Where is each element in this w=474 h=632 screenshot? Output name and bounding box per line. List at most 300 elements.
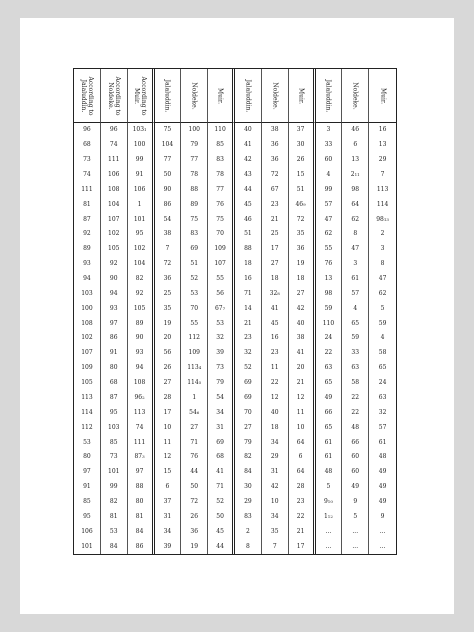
table-cell: 14 xyxy=(235,301,262,316)
column-header xyxy=(289,69,316,123)
table-cell: 8 xyxy=(380,260,385,268)
table-cell: 84 xyxy=(101,539,128,554)
table-cell: 45 xyxy=(235,197,262,212)
table-cell: 65 xyxy=(316,376,343,391)
table-cell: 39 xyxy=(155,539,182,554)
table-cell: 36 xyxy=(262,138,289,153)
table-cell: 106 xyxy=(101,168,128,183)
table-cell: 48 xyxy=(342,420,369,435)
table-cell: 62 xyxy=(342,212,369,227)
table-cell: 28 xyxy=(289,480,316,495)
table-cell: 73 xyxy=(101,450,128,465)
table-cell: 49 xyxy=(342,480,369,495)
table-cell: 55 xyxy=(181,316,208,331)
table-cell: 18 xyxy=(262,272,289,287)
table-cell: 106 xyxy=(128,182,155,197)
table-cell: 49 xyxy=(316,391,343,406)
table-cell: 79 xyxy=(235,435,262,450)
table-cell: 51 xyxy=(235,227,262,242)
table-cell: 79 xyxy=(181,138,208,153)
table-cell: 60 xyxy=(342,465,369,480)
table-cell: 64 xyxy=(289,435,316,450)
table-cell: 9 10 xyxy=(316,495,343,510)
column-header xyxy=(262,69,289,123)
table-cell: 95 xyxy=(128,227,155,242)
table-cell: 27 xyxy=(181,420,208,435)
table-cell: 77 xyxy=(208,182,235,197)
table-cell: 65 xyxy=(378,364,387,372)
table-cell: 37 xyxy=(289,123,316,138)
table-cell: 75 xyxy=(208,212,235,227)
table-cell: 70 xyxy=(235,405,262,420)
table-cell: 18 xyxy=(262,420,289,435)
table-cell: 55 xyxy=(316,242,343,257)
table-cell: 2 11 xyxy=(342,168,369,183)
table-cell: 12 xyxy=(155,450,182,465)
table-cell: 113 xyxy=(74,391,101,406)
table-cell: 21 xyxy=(289,524,316,539)
table-cell: 98 xyxy=(342,182,369,197)
table-cell: 48 xyxy=(378,453,387,461)
table-cell: 67 xyxy=(262,182,289,197)
column-header xyxy=(342,69,369,123)
table-cell: 74 xyxy=(74,168,101,183)
table-cell: 48 xyxy=(316,465,343,480)
table-cell: 38 xyxy=(262,123,289,138)
table-cell: 97 xyxy=(74,465,101,480)
table-cell: 111 xyxy=(74,182,101,197)
table-cell: 73 xyxy=(74,153,101,168)
table-cell: 94 xyxy=(74,272,101,287)
column-header-label: According to Noldeke. xyxy=(106,76,121,115)
table-cell: 80 xyxy=(74,450,101,465)
table-cell: 58 xyxy=(378,349,387,357)
table-cell: 16 xyxy=(378,126,387,134)
table-cell: 72 xyxy=(262,168,289,183)
table-cell: 35 xyxy=(262,524,289,539)
table-cell: 41 xyxy=(262,301,289,316)
table-cell: 84 xyxy=(235,465,262,480)
table-cell: 9 xyxy=(380,512,385,520)
table-cell: 71 xyxy=(181,435,208,450)
table-cell: 112 xyxy=(74,420,101,435)
table-cell: 17 xyxy=(289,539,316,554)
table-cell: 33 xyxy=(342,346,369,361)
table-cell: 30 xyxy=(235,480,262,495)
table-cell: 113 xyxy=(376,185,389,193)
table-cell: 61 xyxy=(316,450,343,465)
table-cell: 45 xyxy=(208,524,235,539)
table-cell: 106 xyxy=(74,524,101,539)
table-cell: 90 xyxy=(101,272,128,287)
table-cell: 110 xyxy=(208,123,235,138)
table-cell: 26 xyxy=(181,509,208,524)
column-header-label: Jalaluddin. xyxy=(244,79,252,112)
table-cell: 4 xyxy=(316,168,343,183)
table-cell: 54 xyxy=(155,212,182,227)
table-cell: 50 xyxy=(155,168,182,183)
table-cell: 49 xyxy=(378,483,387,491)
table-cell: 22 xyxy=(342,391,369,406)
table-cell: 42 xyxy=(235,153,262,168)
table-cell: 46 9 xyxy=(289,197,316,212)
table-cell: 70 xyxy=(208,227,235,242)
table-cell: 87 xyxy=(101,391,128,406)
table-cell: 68 xyxy=(101,376,128,391)
table-cell: 72 xyxy=(155,257,182,272)
table-cell: 61 xyxy=(342,272,369,287)
table-cell: 31 xyxy=(262,465,289,480)
table-cell: 60 xyxy=(342,450,369,465)
table-cell: 102 xyxy=(128,242,155,257)
column-header xyxy=(235,69,262,123)
table-cell: 100 xyxy=(128,138,155,153)
table-cell: 96 xyxy=(101,123,128,138)
table-cell: 85 xyxy=(101,435,128,450)
table-cell: 47 xyxy=(342,242,369,257)
table-cell: 35 xyxy=(155,301,182,316)
table-cell: 3 xyxy=(342,257,369,272)
table-cell: 73 xyxy=(208,361,235,376)
table-cell: 101 xyxy=(128,212,155,227)
table-cell: 7 xyxy=(155,242,182,257)
table-cell: 109 xyxy=(74,361,101,376)
table-cell: 30 xyxy=(289,138,316,153)
table-cell: 34 xyxy=(155,524,182,539)
table-cell: 56 xyxy=(208,286,235,301)
table-cell: 10 xyxy=(262,495,289,510)
table-cell: 61 xyxy=(316,435,343,450)
table-cell: 99 xyxy=(316,182,343,197)
table-cell: 65 xyxy=(342,316,369,331)
table-cell: 95 xyxy=(74,509,101,524)
table-cell: 80 xyxy=(128,495,155,510)
table-cell: 97 xyxy=(128,465,155,480)
column-header-label: According to Jalaluddin. xyxy=(79,76,94,115)
table-cell: 89 xyxy=(128,316,155,331)
table-cell: 108 xyxy=(128,376,155,391)
table-cell: 105 xyxy=(101,242,128,257)
table-cell: 42 xyxy=(262,480,289,495)
table-cell: 63 xyxy=(342,361,369,376)
table-cell: 89 xyxy=(74,242,101,257)
table-cell: 107 xyxy=(74,346,101,361)
table-cell: 19 xyxy=(181,539,208,554)
table-cell: 63 xyxy=(378,393,387,401)
table-cell: 91 xyxy=(101,346,128,361)
column-header xyxy=(101,69,128,123)
table-cell: 23 xyxy=(262,346,289,361)
table-cell: 87 xyxy=(74,212,101,227)
table-cell: 8 xyxy=(342,227,369,242)
table-cell: 23 xyxy=(235,331,262,346)
table-cell: 99 xyxy=(101,480,128,495)
table-cell: 104 xyxy=(155,138,182,153)
table-cell: 12 xyxy=(289,391,316,406)
table-cell: 31 xyxy=(155,509,182,524)
table-cell: 32 8 xyxy=(262,286,289,301)
table-cell: 24 xyxy=(316,331,343,346)
table-cell: 86 xyxy=(101,331,128,346)
table-cell: 72 xyxy=(181,495,208,510)
table-cell: 64 xyxy=(342,197,369,212)
table-cell: 52 xyxy=(181,272,208,287)
table-cell: 81 xyxy=(128,509,155,524)
table-cell: 91 xyxy=(74,480,101,495)
table-cell: 77 xyxy=(181,153,208,168)
table-cell: 69 xyxy=(235,391,262,406)
table-cell: 5 xyxy=(380,304,385,312)
table-cell: 25 xyxy=(155,286,182,301)
table-cell: 29 xyxy=(235,495,262,510)
table-cell: 114 xyxy=(74,405,101,420)
table-cell: 41 xyxy=(235,138,262,153)
table-cell: 79 xyxy=(208,376,235,391)
table-cell: 4 xyxy=(380,334,385,342)
table-cell: 3 xyxy=(380,245,385,253)
table-cell: 6 xyxy=(155,480,182,495)
table-cell: 62 xyxy=(378,289,387,297)
table-cell: 20 xyxy=(289,361,316,376)
table-cell: 13 xyxy=(342,153,369,168)
table-cell: 76 xyxy=(208,197,235,212)
table-cell: 44 xyxy=(181,465,208,480)
table-cell: 19 xyxy=(289,257,316,272)
table-cell: 81 xyxy=(74,197,101,212)
table-cell: 35 xyxy=(289,227,316,242)
table-cell: 54 6 xyxy=(181,405,208,420)
table-cell: 36 xyxy=(155,272,182,287)
column-header xyxy=(316,69,343,123)
table-cell: 69 xyxy=(235,376,262,391)
table-cell: 40 xyxy=(262,405,289,420)
book-page xyxy=(20,18,454,614)
table-cell: 65 xyxy=(316,420,343,435)
table-cell: 47 xyxy=(378,275,387,283)
column-header-label: According to Muir. xyxy=(132,76,147,115)
table-cell: 34 xyxy=(262,435,289,450)
table-cell: 67 7 xyxy=(208,301,235,316)
table-cell: 103 xyxy=(74,286,101,301)
table-cell: 104 xyxy=(101,197,128,212)
table-cell: 69 xyxy=(208,435,235,450)
table-cell: 26 xyxy=(289,153,316,168)
table-cell: 83 xyxy=(235,509,262,524)
column-header xyxy=(155,69,182,123)
table-cell: 4 xyxy=(342,301,369,316)
table-cell: 11 xyxy=(289,405,316,420)
table-cell: 53 xyxy=(101,524,128,539)
table-cell: 13 xyxy=(316,272,343,287)
table-cell: 66 xyxy=(342,435,369,450)
table-cell: 84 xyxy=(128,524,155,539)
table-cell: 53 xyxy=(181,286,208,301)
table-cell: 2 xyxy=(235,524,262,539)
table-cell: 29 xyxy=(262,450,289,465)
table-cell: 97 xyxy=(101,316,128,331)
table-cell: 92 xyxy=(101,257,128,272)
table-cell: 29 xyxy=(378,156,387,164)
table-cell: 109 xyxy=(208,242,235,257)
column-header-label: Noldeke. xyxy=(351,81,359,110)
table-cell: 105 xyxy=(74,376,101,391)
table-cell: 64 xyxy=(289,465,316,480)
table-cell: 66 xyxy=(316,405,343,420)
table-cell: 21 xyxy=(289,376,316,391)
table-cell: 105 xyxy=(128,301,155,316)
table-cell: 27 xyxy=(235,420,262,435)
table-cell: 94 xyxy=(101,286,128,301)
table-cell: ... xyxy=(342,524,369,539)
table-cell: 25 xyxy=(262,227,289,242)
table-cell: 57 xyxy=(378,423,387,431)
table-cell: 52 xyxy=(208,495,235,510)
table-cell: 78 xyxy=(181,168,208,183)
table-cell: 93 xyxy=(128,346,155,361)
table-cell: 112 xyxy=(181,331,208,346)
table-cell: 95 xyxy=(101,405,128,420)
table-cell: ... xyxy=(316,539,343,554)
table-cell: 51 xyxy=(289,182,316,197)
table-cell: 58 xyxy=(342,376,369,391)
table-cell: 62 xyxy=(316,227,343,242)
table-cell: 82 xyxy=(128,272,155,287)
table-cell: 39 xyxy=(208,346,235,361)
table-cell: 27 xyxy=(262,257,289,272)
table-cell: 27 xyxy=(289,286,316,301)
table-cell: 3 xyxy=(316,123,343,138)
table-cell: 57 xyxy=(316,197,343,212)
table-cell: 50 xyxy=(208,509,235,524)
table-cell: 71 xyxy=(208,480,235,495)
table-cell: 18 xyxy=(235,257,262,272)
table-cell: ... xyxy=(316,524,343,539)
table-cell: 5 xyxy=(316,480,343,495)
table-cell: 83 xyxy=(181,227,208,242)
table-cell: 38 xyxy=(155,227,182,242)
table-cell: 59 xyxy=(378,319,387,327)
table-cell: 28 xyxy=(155,391,182,406)
table-cell: 18 xyxy=(289,272,316,287)
table-cell: 86 xyxy=(155,197,182,212)
table-cell: 37 xyxy=(155,495,182,510)
table-cell: 77 xyxy=(155,153,182,168)
table-cell: 44 xyxy=(235,182,262,197)
table-cell: 22 xyxy=(262,376,289,391)
table-cell: 59 xyxy=(316,301,343,316)
surah-order-table xyxy=(73,68,397,555)
table-cell: 22 xyxy=(316,346,343,361)
table-cell: 21 xyxy=(262,212,289,227)
table-cell: 74 xyxy=(101,138,128,153)
table-cell: 96 2 xyxy=(128,391,155,406)
table-cell: 113 xyxy=(128,405,155,420)
table-cell: 89 xyxy=(181,197,208,212)
table-cell: 40 xyxy=(289,316,316,331)
table-cell: 107 xyxy=(208,257,235,272)
table-cell: 9 xyxy=(342,495,369,510)
table-cell: 22 xyxy=(342,405,369,420)
table-cell: 61 xyxy=(378,438,387,446)
table-cell: 6 xyxy=(289,450,316,465)
table-cell: 104 xyxy=(128,257,155,272)
table-cell: 108 xyxy=(101,182,128,197)
table-cell: 55 xyxy=(208,272,235,287)
table-cell: 54 xyxy=(208,391,235,406)
table-cell: 88 xyxy=(235,242,262,257)
table-cell: 96 xyxy=(74,123,101,138)
table-cell: 71 xyxy=(235,286,262,301)
table-cell: 68 xyxy=(74,138,101,153)
table-cell: 70 xyxy=(181,301,208,316)
table-cell: 11 xyxy=(262,361,289,376)
table-cell: 44 xyxy=(208,539,235,554)
table-cell: 10 xyxy=(289,420,316,435)
table-cell: 41 xyxy=(289,346,316,361)
column-header xyxy=(369,69,396,123)
column-header-label: Muir. xyxy=(216,87,224,104)
table-cell: 15 xyxy=(289,168,316,183)
table-cell: 34 xyxy=(262,509,289,524)
table-cell: 46 xyxy=(342,123,369,138)
table-cell: 69 xyxy=(181,242,208,257)
table-cell: 1 xyxy=(181,391,208,406)
table-cell: 38 xyxy=(289,331,316,346)
column-header-label: Muir. xyxy=(379,87,387,104)
table-cell: 103 1 xyxy=(128,123,155,138)
table-cell: 100 xyxy=(74,301,101,316)
table-cell: 91 xyxy=(128,168,155,183)
table-cell: 15 xyxy=(155,465,182,480)
table-cell: 90 xyxy=(155,182,182,197)
table-cell: 51 xyxy=(181,257,208,272)
table-cell: 101 xyxy=(74,539,101,554)
table-cell: 50 xyxy=(181,480,208,495)
table-cell: 76 xyxy=(316,257,343,272)
table-cell: 42 xyxy=(289,301,316,316)
table-cell: ... xyxy=(379,542,386,550)
column-header-label: Jalaluddin. xyxy=(324,79,332,112)
table-cell: 111 xyxy=(128,435,155,450)
table-cell: 2 xyxy=(380,230,385,238)
table-cell: 53 xyxy=(208,316,235,331)
table-cell: 47 xyxy=(316,212,343,227)
column-header xyxy=(74,69,101,123)
table-cell: 72 xyxy=(289,212,316,227)
table-cell: 33 xyxy=(316,138,343,153)
table-cell: 109 xyxy=(181,346,208,361)
table-cell: 36 xyxy=(289,242,316,257)
table-cell: 60 xyxy=(316,153,343,168)
table-cell: 75 xyxy=(155,123,182,138)
table-cell: 36 xyxy=(181,524,208,539)
table-cell: 101 xyxy=(101,465,128,480)
table-cell: 26 xyxy=(155,361,182,376)
table-cell: 57 xyxy=(342,286,369,301)
table-cell: 5 xyxy=(342,509,369,524)
column-header xyxy=(208,69,235,123)
table-cell: 16 xyxy=(235,272,262,287)
table-cell: 108 xyxy=(74,316,101,331)
table-cell: 27 xyxy=(155,376,182,391)
table-cell: 21 xyxy=(235,316,262,331)
table-cell: 22 xyxy=(289,509,316,524)
table-cell: 107 xyxy=(101,212,128,227)
table-cell: 82 xyxy=(101,495,128,510)
table-cell: 8 xyxy=(235,539,262,554)
table-cell: 32 xyxy=(235,346,262,361)
table-cell: 114 5 xyxy=(181,376,208,391)
